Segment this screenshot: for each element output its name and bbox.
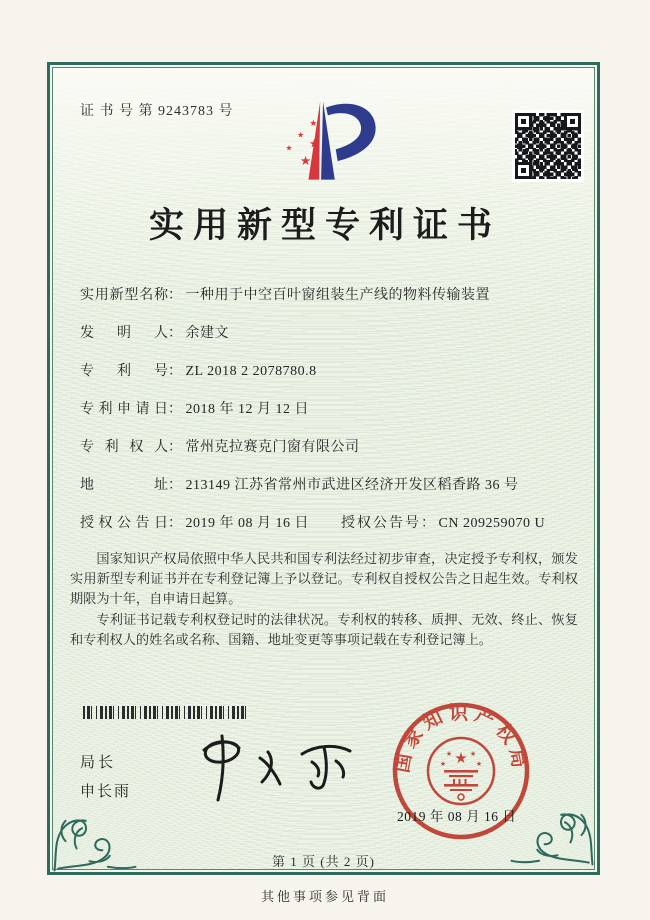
qr-code: [512, 110, 584, 182]
field-value: 213149 江苏省常州市武进区经济开发区稻香路 36 号: [185, 478, 519, 493]
barcode: [83, 706, 249, 719]
star-icon: ★: [299, 153, 312, 169]
field-value: CN 209259070 U: [438, 516, 546, 531]
field-label: 授权公告日: [80, 516, 168, 531]
legal-paragraph: 国家知识产权局依照中华人民共和国专利法经过初步审查，决定授予专利权，颁发实用新型专利证书并在专利登记簿上予以登记。专利权自授权公告之日起生效。专利权期限为十年，自申请日起算。: [70, 551, 578, 607]
page-number: 第 1 页 (共 2 页): [272, 854, 375, 869]
legal-text: [70, 549, 578, 650]
field-value: ZL 2018 2 2078780.8: [185, 364, 317, 379]
field-label: 专利申请日: [80, 402, 168, 417]
seal-date: 2019 年 08 月 16 日: [397, 809, 517, 824]
star-icon: ★: [454, 749, 468, 767]
colon: ：: [168, 326, 182, 341]
qr-finder-icon: [515, 113, 532, 130]
field-inventor: [80, 322, 229, 342]
field-value: 常州克拉赛克门窗有限公司: [185, 440, 360, 455]
colon: ：: [168, 516, 182, 531]
field-label: 专利权人: [80, 440, 168, 455]
colon: ：: [168, 402, 182, 417]
qr-finder-icon: [564, 113, 581, 130]
field-value: 2019 年 08 月 16 日: [185, 516, 309, 531]
director-name: 申长雨: [80, 784, 132, 800]
colon: ：: [168, 288, 182, 303]
field-label: 地址: [80, 478, 168, 493]
national-emblem-icon: [428, 738, 494, 804]
seal-text: 国家知识产权局: [391, 702, 531, 775]
star-icon: ★: [475, 760, 483, 768]
field-utility-model-name: [80, 284, 490, 304]
star-icon: ★: [445, 750, 453, 758]
back-side-note: 其他事项参见背面: [260, 889, 389, 904]
field-label: 实用新型名称: [80, 288, 168, 303]
field-label: 授权公告号: [341, 516, 421, 531]
field-filing-date: [80, 398, 309, 418]
star-icon: ★: [469, 750, 477, 758]
colon: ：: [421, 516, 435, 531]
field-value: 余建文: [185, 326, 229, 341]
director-title: 局长: [80, 755, 117, 771]
star-icon: ★: [309, 136, 320, 151]
star-icon: ★: [439, 760, 447, 768]
colon: ：: [168, 364, 182, 379]
qr-finder-icon: [515, 162, 532, 179]
field-grant-announcement: [80, 512, 545, 532]
field-label: 发明人: [80, 326, 168, 341]
colon: ：: [168, 440, 182, 455]
field-value: 一种用于中空百叶窗组装生产线的物料传输装置: [185, 288, 490, 303]
star-icon: ★: [297, 130, 305, 140]
certificate-title: 实用新型专利证书: [148, 206, 501, 245]
field-patentee: [80, 436, 360, 456]
field-value: 2018 年 12 月 12 日: [185, 402, 309, 417]
star-icon: ★: [309, 119, 318, 130]
cnipa-logo-icon: [252, 94, 398, 200]
field-label: 专利号: [80, 364, 168, 379]
field-address: [80, 474, 519, 494]
certificate-number: 证 书 号 第 9243783 号: [80, 104, 234, 119]
colon: ：: [168, 478, 182, 493]
star-icon: ★: [285, 143, 293, 153]
field-patent-number: [80, 360, 317, 380]
director-signature-icon: [182, 730, 367, 808]
legal-paragraph: 专利证书记载专利权登记时的法律状况。专利权的转移、质押、无效、终止、恢复和专利权人的姓名或名称、国籍、地址变更等事项记载在专利登记簿上。: [70, 611, 578, 647]
